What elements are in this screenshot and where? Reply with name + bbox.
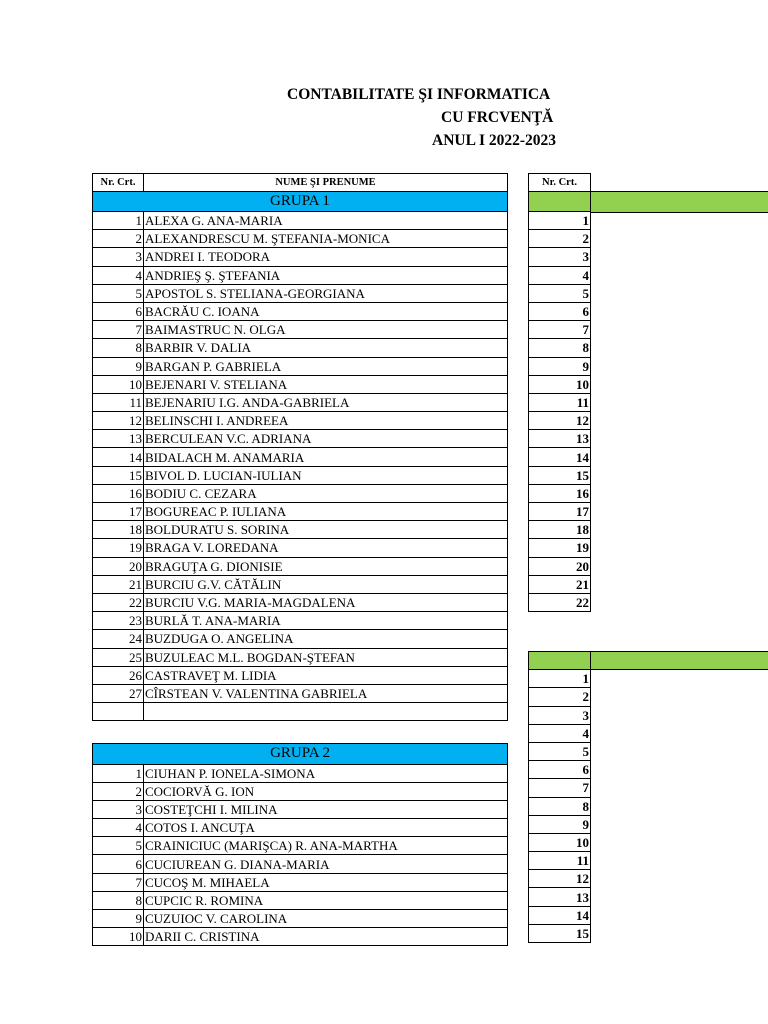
group2-label: GRUPA 2	[93, 744, 508, 765]
right-row	[529, 339, 591, 357]
right-row-number: 5	[529, 742, 591, 760]
table-row	[93, 575, 508, 593]
student-name: CUCOŞ M. MIHAELA	[144, 873, 508, 891]
row-number: 25	[93, 648, 144, 666]
nr-column-header: Nr. Crt.	[93, 174, 144, 192]
right-row	[529, 779, 591, 797]
row-number: 7	[93, 321, 144, 339]
table-row	[93, 448, 508, 466]
table-row	[93, 630, 508, 648]
student-name: BUZULEAC M.L. BOGDAN-ŞTEFAN	[144, 648, 508, 666]
row-number: 4	[93, 819, 144, 837]
right-row	[529, 466, 591, 484]
table-row	[93, 855, 508, 873]
page-title: CONTABILITATE ŞI INFORMATICA	[287, 86, 551, 103]
student-name: ANDREI I. TEODORA	[144, 248, 508, 266]
student-name: BARBIR V. DALIA	[144, 339, 508, 357]
right-row	[529, 212, 591, 230]
row-number: 3	[93, 248, 144, 266]
right-row	[529, 906, 591, 924]
row-number: 23	[93, 612, 144, 630]
green-band-2	[590, 651, 768, 670]
table-row	[93, 557, 508, 575]
student-name: COCIORVĂ G. ION	[144, 782, 508, 800]
table-row	[93, 393, 508, 411]
right-row-number: 21	[529, 575, 591, 593]
right-row-number: 3	[529, 248, 591, 266]
table-row	[93, 212, 508, 230]
student-name: BERCULEAN V.C. ADRIANA	[144, 430, 508, 448]
row-number: 3	[93, 800, 144, 818]
empty-cell	[144, 703, 508, 721]
right-row-number: 1	[529, 212, 591, 230]
row-number: 12	[93, 412, 144, 430]
row-number: 22	[93, 593, 144, 611]
row-number: 13	[93, 430, 144, 448]
right-row	[529, 575, 591, 593]
right-row	[529, 302, 591, 320]
right-row	[529, 815, 591, 833]
right-row-number: 8	[529, 797, 591, 815]
right-row	[529, 284, 591, 302]
row-number: 24	[93, 630, 144, 648]
student-name: BURCIU G.V. CĂTĂLIN	[144, 575, 508, 593]
student-name: BOLDURATU S. SORINA	[144, 521, 508, 539]
row-number: 27	[93, 684, 144, 702]
table-row	[93, 430, 508, 448]
row-number: 11	[93, 393, 144, 411]
right-row-number: 2	[529, 688, 591, 706]
table-row	[93, 837, 508, 855]
right-row-number: 8	[529, 339, 591, 357]
student-name: APOSTOL S. STELIANA-GEORGIANA	[144, 284, 508, 302]
student-name: BRAGA V. LOREDANA	[144, 539, 508, 557]
right-row	[529, 539, 591, 557]
row-number: 19	[93, 539, 144, 557]
student-name: ANDRIEŞ Ş. ŞTEFANIA	[144, 266, 508, 284]
table-row	[93, 928, 508, 946]
right-row	[529, 593, 591, 611]
row-number: 7	[93, 873, 144, 891]
student-name: CASTRAVEŢ M. LIDIA	[144, 666, 508, 684]
student-name: ALEXA G. ANA-MARIA	[144, 212, 508, 230]
row-number: 5	[93, 837, 144, 855]
row-number: 6	[93, 302, 144, 320]
group1-label: GRUPA 1	[93, 191, 508, 212]
student-name: CÎRSTEAN V. VALENTINA GABRIELA	[144, 684, 508, 702]
table-row	[93, 339, 508, 357]
row-number: 16	[93, 484, 144, 502]
student-name: BACRĂU C. IOANA	[144, 302, 508, 320]
table-row	[93, 302, 508, 320]
right-row-number: 9	[529, 815, 591, 833]
row-number: 20	[93, 557, 144, 575]
student-name: BIVOL D. LUCIAN-IULIAN	[144, 466, 508, 484]
academic-year: ANUL I 2022-2023	[432, 132, 557, 149]
row-number: 9	[93, 910, 144, 928]
right-row-number: 6	[529, 302, 591, 320]
right-row	[529, 448, 591, 466]
right-row	[529, 484, 591, 502]
table-row	[93, 375, 508, 393]
table-row	[93, 648, 508, 666]
student-name: BRAGUŢA G. DIONISIE	[144, 557, 508, 575]
right-row	[529, 503, 591, 521]
right-row-number: 15	[529, 924, 591, 942]
right-row-number: 20	[529, 557, 591, 575]
right-row-number: 17	[529, 503, 591, 521]
row-number: 5	[93, 284, 144, 302]
right-row	[529, 724, 591, 742]
row-number: 1	[93, 764, 144, 782]
student-name: BOGUREAC P. IULIANA	[144, 503, 508, 521]
table-row	[93, 503, 508, 521]
right-row-number: 3	[529, 706, 591, 724]
table-row	[93, 819, 508, 837]
right-row-number: 13	[529, 888, 591, 906]
right-row	[529, 430, 591, 448]
student-name: BURLĂ T. ANA-MARIA	[144, 612, 508, 630]
empty-row	[93, 703, 508, 721]
student-name: CUPCIC R. ROMINA	[144, 891, 508, 909]
row-number: 10	[93, 375, 144, 393]
student-name: BEJENARIU I.G. ANDA-GABRIELA	[144, 393, 508, 411]
right-row-number: 10	[529, 833, 591, 851]
row-number: 4	[93, 266, 144, 284]
right-row-number: 19	[529, 539, 591, 557]
row-number: 8	[93, 339, 144, 357]
right-row	[529, 797, 591, 815]
row-number: 2	[93, 230, 144, 248]
right-group2-band	[529, 652, 591, 670]
right-row	[529, 375, 591, 393]
table-row	[93, 873, 508, 891]
table-row	[93, 539, 508, 557]
right-row-number: 16	[529, 484, 591, 502]
row-number: 26	[93, 666, 144, 684]
table-row	[93, 357, 508, 375]
table-row	[93, 484, 508, 502]
row-number: 15	[93, 466, 144, 484]
table-row	[93, 412, 508, 430]
right-row-number: 4	[529, 266, 591, 284]
row-number: 17	[93, 503, 144, 521]
student-name: DARII C. CRISTINA	[144, 928, 508, 946]
right-row-number: 14	[529, 448, 591, 466]
right-table-2	[528, 651, 591, 943]
group2-table	[92, 743, 508, 946]
row-number: 1	[93, 212, 144, 230]
right-row-number: 4	[529, 724, 591, 742]
right-row-number: 12	[529, 870, 591, 888]
table-row	[93, 891, 508, 909]
right-row	[529, 888, 591, 906]
green-band-1	[590, 191, 768, 213]
student-name: CIUHAN P. IONELA-SIMONA	[144, 764, 508, 782]
right-row	[529, 248, 591, 266]
student-name: CUZUIOC V. CAROLINA	[144, 910, 508, 928]
table-row	[93, 230, 508, 248]
group1-table	[92, 173, 508, 721]
page-subtitle: CU FRCVENŢĂ	[441, 109, 554, 126]
right-row	[529, 833, 591, 851]
right-row-number: 18	[529, 521, 591, 539]
table-row	[93, 782, 508, 800]
right-row-number: 5	[529, 284, 591, 302]
empty-cell	[93, 703, 144, 721]
right-row	[529, 266, 591, 284]
table-row	[93, 800, 508, 818]
right-row	[529, 924, 591, 942]
row-number: 21	[93, 575, 144, 593]
student-name: BARGAN P. GABRIELA	[144, 357, 508, 375]
row-number: 8	[93, 891, 144, 909]
right-row	[529, 357, 591, 375]
right-row-number: 11	[529, 852, 591, 870]
right-row-number: 10	[529, 375, 591, 393]
table-row	[93, 284, 508, 302]
right-row-number: 15	[529, 466, 591, 484]
table-row	[93, 248, 508, 266]
right-table-1	[528, 173, 591, 612]
table-row	[93, 666, 508, 684]
right-row	[529, 321, 591, 339]
student-name: BURCIU V.G. MARIA-MAGDALENA	[144, 593, 508, 611]
row-number: 6	[93, 855, 144, 873]
table-row	[93, 612, 508, 630]
student-name: BUZDUGA O. ANGELINA	[144, 630, 508, 648]
right-row-number: 1	[529, 670, 591, 688]
table-row	[93, 521, 508, 539]
right-row-number: 6	[529, 761, 591, 779]
right-row-number: 13	[529, 430, 591, 448]
table-row	[93, 466, 508, 484]
right-group1-band	[529, 191, 591, 212]
right-row-number: 7	[529, 321, 591, 339]
row-number: 9	[93, 357, 144, 375]
student-name: BAIMASTRUC N. OLGA	[144, 321, 508, 339]
right-row	[529, 393, 591, 411]
table-row	[93, 593, 508, 611]
right-row	[529, 521, 591, 539]
student-name: BEJENARI V. STELIANA	[144, 375, 508, 393]
table-row	[93, 321, 508, 339]
right-row-number: 11	[529, 393, 591, 411]
right-row	[529, 852, 591, 870]
row-number: 18	[93, 521, 144, 539]
table-row	[93, 266, 508, 284]
table-row	[93, 764, 508, 782]
right-row-number: 22	[529, 593, 591, 611]
right-row	[529, 670, 591, 688]
row-number: 2	[93, 782, 144, 800]
right-row	[529, 761, 591, 779]
student-name: COTOS I. ANCUŢA	[144, 819, 508, 837]
student-name: CUCIUREAN G. DIANA-MARIA	[144, 855, 508, 873]
right-row	[529, 230, 591, 248]
name-column-header: NUME ŞI PRENUME	[144, 174, 508, 192]
right-row-number: 14	[529, 906, 591, 924]
right-row	[529, 742, 591, 760]
right-row	[529, 688, 591, 706]
student-name: COSTEŢCHI I. MILINA	[144, 800, 508, 818]
right-row-number: 12	[529, 412, 591, 430]
table-row	[93, 684, 508, 702]
right-nr-header: Nr. Crt.	[529, 174, 591, 192]
right-row-number: 9	[529, 357, 591, 375]
row-number: 10	[93, 928, 144, 946]
right-row	[529, 870, 591, 888]
student-name: CRAINICIUC (MARIŞCA) R. ANA-MARTHA	[144, 837, 508, 855]
student-name: BIDALACH M. ANAMARIA	[144, 448, 508, 466]
student-name: ALEXANDRESCU M. ŞTEFANIA-MONICA	[144, 230, 508, 248]
right-row-number: 7	[529, 779, 591, 797]
right-row	[529, 706, 591, 724]
right-row	[529, 412, 591, 430]
student-name: BELINSCHI I. ANDREEA	[144, 412, 508, 430]
right-row-number: 2	[529, 230, 591, 248]
student-name: BODIU C. CEZARA	[144, 484, 508, 502]
right-row	[529, 557, 591, 575]
table-row	[93, 910, 508, 928]
row-number: 14	[93, 448, 144, 466]
